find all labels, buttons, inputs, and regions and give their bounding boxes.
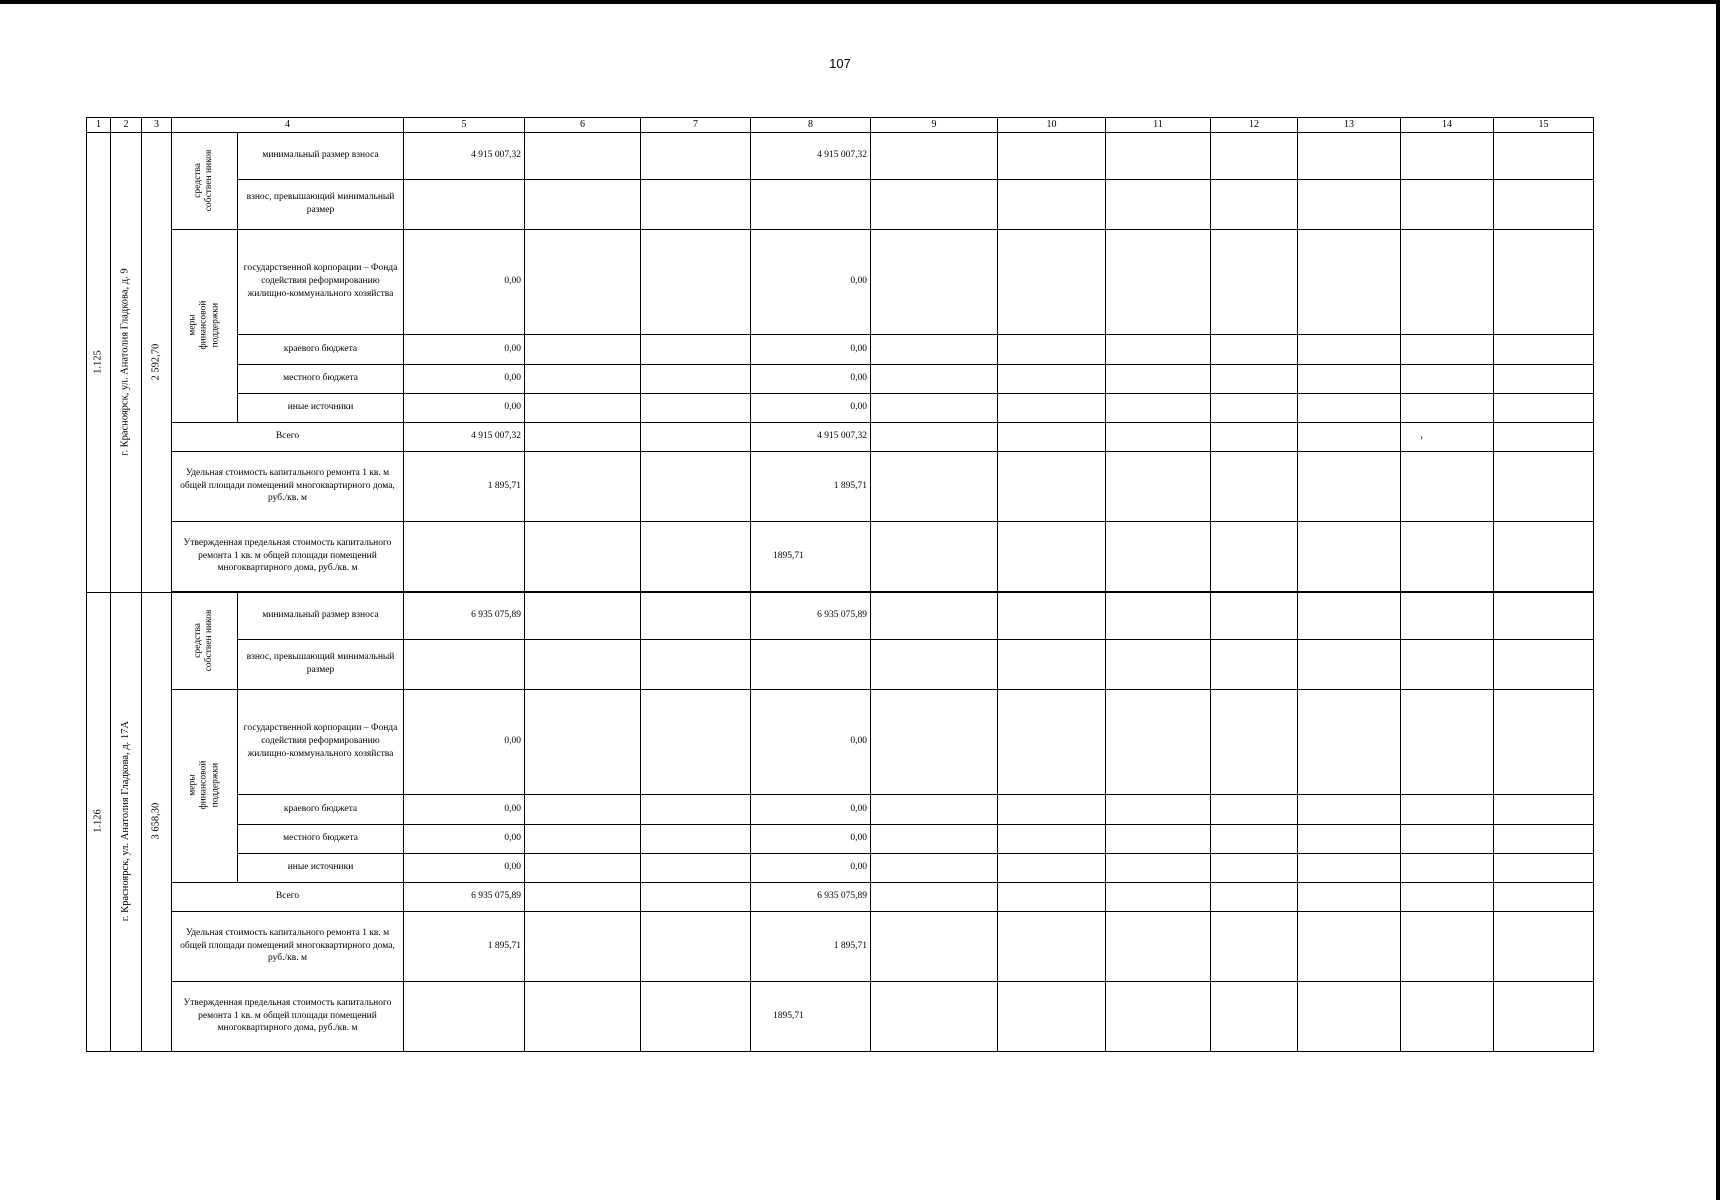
table-row	[87, 882, 1594, 911]
local-budget-c8: 0,00	[751, 364, 871, 393]
min-contribution-c5: 4 915 007,32	[404, 132, 525, 179]
table-row	[87, 592, 1594, 639]
table-row	[87, 393, 1594, 422]
owners-funds-cell	[172, 592, 238, 689]
col-header-5: 5	[404, 118, 525, 133]
other-sources-c5: 0,00	[404, 853, 525, 882]
area-cell	[142, 592, 172, 1051]
min-contribution-c5: 6 935 075,89	[404, 592, 525, 639]
table-row	[87, 911, 1594, 981]
other-sources-label: иные источники	[238, 393, 404, 422]
regional-budget-c8: 0,00	[751, 794, 871, 824]
unit-cost-c5: 1 895,71	[404, 911, 525, 981]
column-number-row	[87, 118, 1594, 133]
table-row	[87, 422, 1594, 451]
col-header-2: 2	[111, 118, 142, 133]
local-budget-c5: 0,00	[404, 824, 525, 853]
item-number: 1.125	[92, 350, 104, 374]
regional-budget-c8: 0,00	[751, 334, 871, 364]
unit-cost-c8: 1 895,71	[751, 451, 871, 521]
address-cell	[111, 132, 142, 592]
area: 2 592,70	[150, 343, 162, 381]
unit-cost-c5: 1 895,71	[404, 451, 525, 521]
financial-support-label: меры финансовой поддержки	[187, 761, 221, 810]
col-header-12: 12	[1211, 118, 1298, 133]
other-sources-c8: 0,00	[751, 393, 871, 422]
col-header-15: 15	[1494, 118, 1594, 133]
local-budget-label: местного бюджета	[238, 364, 404, 393]
capital-repair-table	[86, 117, 1594, 1052]
min-contribution-label: минимальный размер взноса	[238, 132, 404, 179]
state-corp-label: государственной корпорации – Фонда содействия реформированию жилищно-коммунального хозяйства	[238, 229, 404, 334]
col-header-13: 13	[1298, 118, 1401, 133]
table-row	[87, 451, 1594, 521]
total-c8: 4 915 007,32	[751, 422, 871, 451]
owners-funds-label: средства собствен ников	[193, 609, 215, 672]
min-contribution-c8: 6 935 075,89	[751, 592, 871, 639]
col-header-8: 8	[751, 118, 871, 133]
state-corp-c8: 0,00	[751, 229, 871, 334]
approved-limit-label: Утвержденная предельная стоимость капитального ремонта 1 кв. м общей площади помещений многоквартирного дома, руб./кв. м	[172, 981, 404, 1051]
state-corp-c5: 0,00	[404, 229, 525, 334]
other-sources-c8: 0,00	[751, 853, 871, 882]
table-row	[87, 229, 1594, 334]
table-row	[87, 364, 1594, 393]
scan-border-top	[0, 0, 1720, 4]
address: г. Красноярск, ул. Анатолия Гладкова, д. 9	[119, 268, 131, 456]
regional-budget-label: краевого бюджета	[238, 334, 404, 364]
col-header-4: 4	[172, 118, 404, 133]
table-row	[87, 689, 1594, 794]
financial-support-label: меры финансовой поддержки	[187, 301, 221, 350]
table-row	[87, 334, 1594, 364]
unit-cost-label: Удельная стоимость капитального ремонта 1 кв. м общей площади помещений многоквартирного дома, руб./кв. м	[172, 451, 404, 521]
col-header-7: 7	[641, 118, 751, 133]
page-number: 107	[829, 56, 851, 71]
total-c5: 6 935 075,89	[404, 882, 525, 911]
total-c8: 6 935 075,89	[751, 882, 871, 911]
table-row	[87, 179, 1594, 229]
regional-budget-label: краевого бюджета	[238, 794, 404, 824]
table-row	[87, 824, 1594, 853]
financial-support-cell	[172, 229, 238, 422]
area: 3 658,30	[150, 803, 162, 840]
other-sources-label: иные источники	[238, 853, 404, 882]
col-header-14: 14	[1401, 118, 1494, 133]
area-cell	[142, 132, 172, 592]
regional-budget-c5: 0,00	[404, 794, 525, 824]
local-budget-c5: 0,00	[404, 364, 525, 393]
owners-funds-label: средства собствен ников	[193, 149, 215, 212]
table-row	[87, 639, 1594, 689]
local-budget-c8: 0,00	[751, 824, 871, 853]
table-row	[87, 521, 1594, 591]
table-row	[87, 853, 1594, 882]
table-row	[87, 981, 1594, 1051]
col-header-3: 3	[142, 118, 172, 133]
item-number: 1.126	[92, 809, 104, 834]
approved-limit-c8: 1895,71	[751, 981, 871, 1051]
table-row	[87, 794, 1594, 824]
approved-limit-c8: 1895,71	[751, 521, 871, 591]
address-cell	[111, 592, 142, 1051]
scan-border-right	[1716, 0, 1720, 1200]
regional-budget-c5: 0,00	[404, 334, 525, 364]
item-number-cell	[87, 132, 111, 592]
total-label: Всего	[172, 422, 404, 451]
excess-contribution-label: взнос, превышающий минимальный размер	[238, 179, 404, 229]
owners-funds-cell	[172, 132, 238, 229]
total-label: Всего	[172, 882, 404, 911]
state-corp-c5: 0,00	[404, 689, 525, 794]
approved-limit-label: Утвержденная предельная стоимость капитального ремонта 1 кв. м общей площади помещений многоквартирного дома, руб./кв. м	[172, 521, 404, 591]
col-header-11: 11	[1106, 118, 1211, 133]
state-corp-label: государственной корпорации – Фонда содействия реформированию жилищно-коммунального хозяйства	[238, 689, 404, 794]
address: г. Красноярск, ул. Анатолия Гладкова, д. 17А	[119, 721, 131, 922]
total-c5: 4 915 007,32	[404, 422, 525, 451]
local-budget-label: местного бюджета	[238, 824, 404, 853]
col-header-9: 9	[871, 118, 998, 133]
col-header-1: 1	[87, 118, 111, 133]
table-row	[87, 132, 1594, 179]
col-header-10: 10	[998, 118, 1106, 133]
excess-contribution-label: взнос, превышающий минимальный размер	[238, 639, 404, 689]
min-contribution-label: минимальный размер взноса	[238, 592, 404, 639]
other-sources-c5: 0,00	[404, 393, 525, 422]
item-number-cell	[87, 592, 111, 1051]
unit-cost-c8: 1 895,71	[751, 911, 871, 981]
col-header-6: 6	[525, 118, 641, 133]
financial-support-cell	[172, 689, 238, 882]
unit-cost-label: Удельная стоимость капитального ремонта 1 кв. м общей площади помещений многоквартирного дома, руб./кв. м	[172, 911, 404, 981]
state-corp-c8: 0,00	[751, 689, 871, 794]
min-contribution-c8: 4 915 007,32	[751, 132, 871, 179]
stray-mark: ›	[1420, 432, 1423, 442]
